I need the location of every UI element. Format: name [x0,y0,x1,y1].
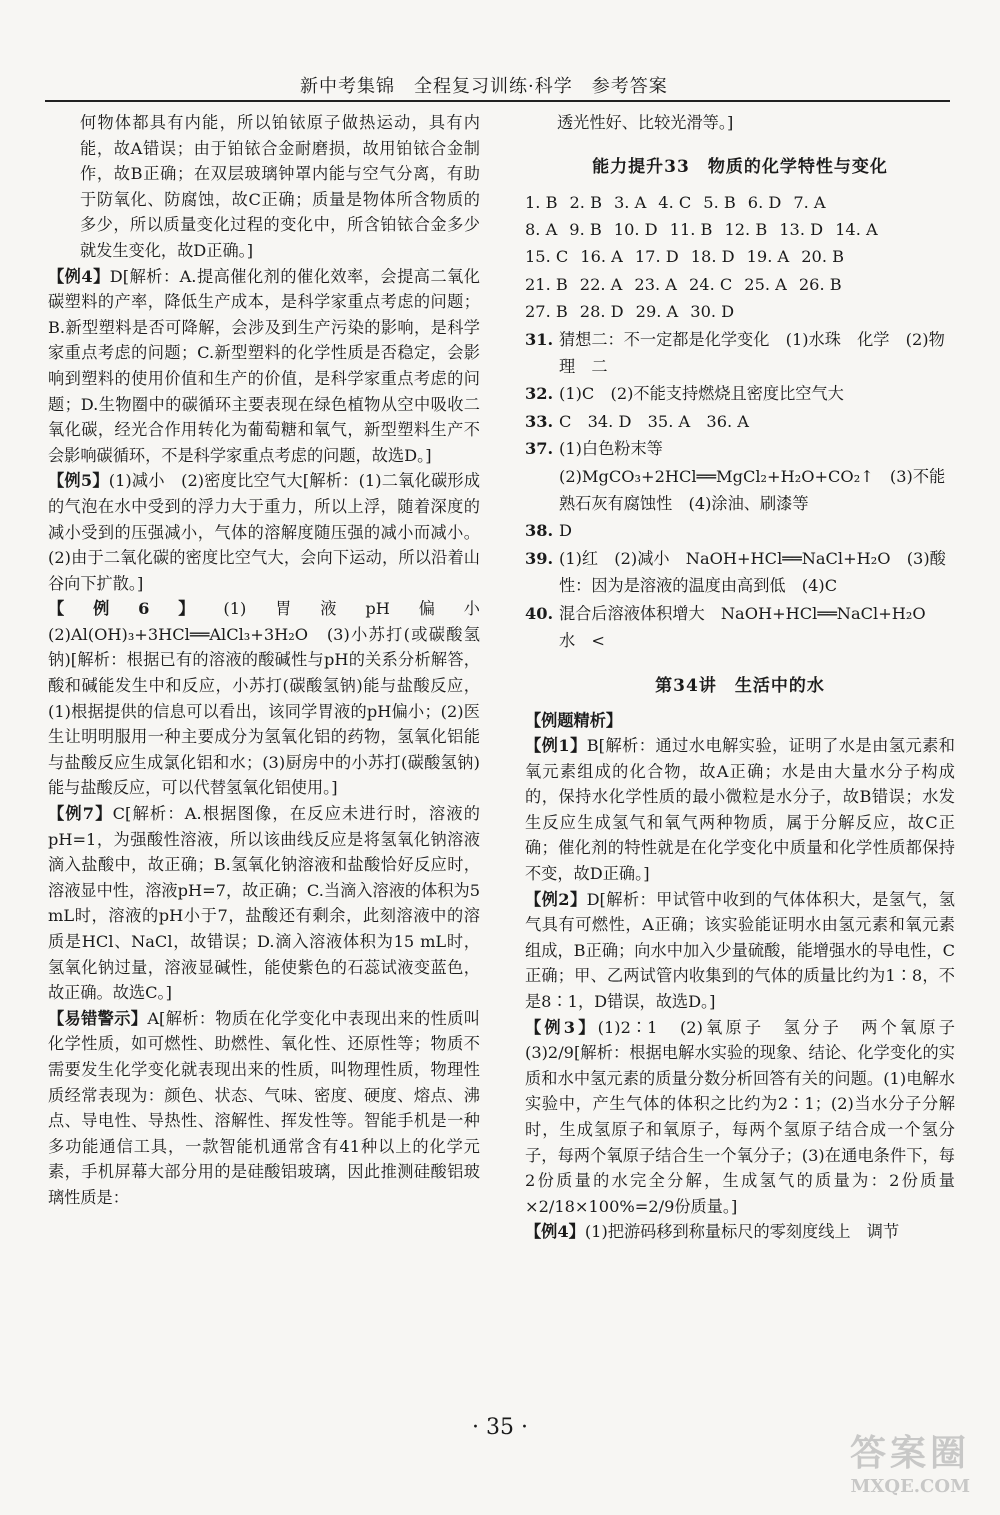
watermark-text: 答案圈 [849,1432,970,1474]
answer: 11. B [669,220,713,239]
answer-number: 38. [525,521,554,541]
answer: 4. C [658,192,692,212]
example-1 [525,733,955,887]
example-label: 【例3】 [525,1017,598,1037]
answer: 23. A [634,274,677,294]
example-label: 【例5】 [48,471,109,491]
answer-number: 37. [525,439,554,459]
example-label: 【例4】 [525,1222,585,1242]
answer-number: 32. [525,384,554,404]
example-5 [48,468,480,596]
example-3 [525,1015,972,1220]
answer-item [525,408,955,435]
answer: 9. B [569,220,602,239]
example-label: 【例4】 [48,266,110,286]
answer: 28. D [579,302,624,322]
answer-number: 40. [525,603,554,623]
left-column [48,110,497,1211]
answer-text: 猜想二：不一定都是化学变化 (1)水珠 化学 (2)物理 二 [559,329,945,377]
answer-text: D [559,521,572,541]
answer-row [525,243,955,270]
answer: 29. A [635,302,679,322]
example-text: D[解析：A.提高催化剂的催化效率，会提高二氧化碳塑料的产率，降低生产成本，是科学家重点考虑的问题；B.新型塑料是否可降解，会涉及到生产污染的影响，是科学家重点考虑的问题；C.新型塑料的化学性质是否稳定，会影响到塑料的使用价值和生产的价值，是科学家重点考虑的问题；D.生物圈中的碳循环主要表现在绿色植物从空中吸收二氧化碳，经光合作用转化为葡萄糖和氧气，新型塑料生产不会影响碳循环，不是科学家重点考虑的问题，故选D。] [48,266,480,465]
section-subtitle: 【例题精析】 [525,710,623,730]
example-label: 【例1】 [525,736,587,756]
answer: 26. B [798,274,842,294]
answer: 10. D [613,220,658,239]
answer-item [525,600,955,655]
answer: 24. C [688,274,733,294]
example-label: 【例2】 [525,889,587,909]
answer: 20. B [801,247,845,267]
watermark-url: MXQE.COM [850,1476,970,1497]
example-4 [48,264,480,469]
example-text: D[解析：甲试管中收到的气体体积大，是氢气，氢气具有可燃性，A正确；该实验能证明水由氢元素和氧元素组成，B正确；向水中加入少量硫酸，能增强水的导电性，C正确；甲、乙两试管内收集到的气体的质量比约为1∶8，不是8∶1，D错误，故选D。] [525,889,955,1012]
example-text: (1)把游码移到称量标尺的零刻度线上 调节 [584,1222,900,1242]
answer: 12. B [724,220,768,239]
answer: 5. B [703,192,736,212]
answer-item [525,545,955,600]
answer: 21. B [525,274,568,294]
answer: 14. A [835,220,878,239]
answer-number: 39. [525,548,554,568]
answer: 27. B [525,302,568,322]
answer-row [525,189,955,216]
common-mistake [48,1006,480,1211]
answer-number: 33. [525,411,554,431]
answer-text: C 34. D 35. A 36. A [559,411,749,431]
answer: 17. D [634,247,679,267]
example-text: (1)减小 (2)密度比空气大[解析：(1)二氧化碳形成的气泡在水中受到的浮力大于重力，所以上浮，随着深度的减小受到的压强减小，气体的溶解度随压强的减小而减小。(2)由于二氧化碳的密度比空气大，会向下运动，所以沿着山谷向下扩散。] [48,471,481,593]
answer: 1. B [525,192,558,212]
answer: 19. A [746,247,790,267]
answer-text: 混合后溶液体积增大 NaOH+HCl══NaCl+H₂O 水 < [559,603,942,651]
example-text: B[解析：通过水电解实验，证明了水是由氢元素和氧元素组成的化合物，故A正确；水是由大量水分子构成的，保持水化学性质的最小微粒是水分子，故B错误；水发生反应生成氢气和氧气两种物质，属于分解反应，故C正确；催化剂的特性就是在化学变化中质量和化学性质都保持不变，故D正确。] [525,736,955,884]
answer: 2. B [569,192,602,212]
answer-item [525,517,955,544]
answer: 6. D [747,192,782,212]
left-paragraph-1: 何物体都具有内能，所以铂铱原子做热运动，具有内能，故A错误；由于铂铱合金耐磨损，故用铂铱合金制作，故B正确；在双层玻璃钟罩内能与空气分离，有助于防氧化、防腐蚀，故C正确；质量是物体所含物质的多少，所以质量变化过程的变化中，所含铂铱合金多少就发生变化，故D正确。] [80,113,480,260]
answer: 22. A [579,274,623,294]
answer: 25. A [744,274,787,294]
watermark-logo [740,1425,970,1497]
answer-item [525,435,962,517]
answer-text: (1)白色粉末等 (2)MgCO₃+2HCl══MgCl₂+H₂O+CO₂↑ (3)不能 熟石灰有腐蚀性 (4)涂油、刷漆等 [559,439,962,514]
answer: 8. A [525,220,558,239]
example-label: 【易错警示】 [48,1008,148,1028]
answer: 15. C [525,247,569,267]
example-text: (1)2∶1 (2)氧原子 氢分子 两个氧原子 (3)2/9[解析：根据电解水实验的现象、结论、化学变化的实质和水中氢元素的质量分数分析回答有关的问题。(1)电解水实验中，产生气体的体积之比约为2∶1；(2)当水分子分解时，生成氢原子和氧原子，每两个氢原子结合成一个氢分子，每两个氧原子结合生一个氧分子；(3)在通电条件下，每2份质量的水完全分解，生成氢气的质量为：2份质量×2/18×100%=2/9份质量。] [525,1017,972,1216]
section-title-33: 能力提升33 物质的化学特性与变化 [592,156,888,177]
example-label: 【例7】 [48,804,113,824]
example-text: A[解析：物质在化学变化中表现出来的性质叫化学性质，如可燃性、助燃性、氧化性、还原性等；物质不需要发生化学变化就表现出来的性质，叫物理性质，物理性质经常表现为：颜色、状态、气味、密度、硬度、熔点、沸点、导电性、导热性、溶解性、挥发性等。智能手机是一种多功能通信工具，一款智能机通常含有41种以上的化学元素，手机屏幕大部分用的是硅酸铝玻璃，因此推测硅酸铝玻璃性质是： [48,1008,480,1207]
example-text: (1)胃液pH偏小 (2)Al(OH)₃+3HCl══AlCl₃+3H₂O (3)小苏打(或碳酸氢钠)[解析：根据已有的溶液的酸碱性与pH的关系分析解答，酸和碱能发生中和反应，小苏打(碳酸氢钠)能与盐酸反应，(1)根据提供的信息可以看出，该同学胃液的pH偏小；(2)医生让明明服用一种主要成分为氢氧化铝的药物，氢氧化铝能与盐酸反应生成氯化铝和水；(3)厨房中的小苏打(碳酸氢钠)能与盐酸反应，可以代替氢氧化铝使用。] [48,599,497,798]
page-number: · 35 · [472,1415,528,1440]
continued-text: 透光性好、比较光滑等。] [557,113,734,132]
answer: 30. D [690,302,735,322]
answer: 16. A [580,247,623,267]
answer-row [525,216,955,243]
answer: 13. D [779,220,824,239]
example-label: 【例6】 [48,599,224,619]
answer-text: (1)红 (2)减小 NaOH+HCl══NaCl+H₂O (3)酸性：因为是溶液的温度由高到低 (4)C [559,548,946,596]
answer-text: (1)C (2)不能支持燃烧且密度比空气大 [559,384,844,404]
example-6 [48,596,497,801]
example-7 [48,801,480,1006]
answer: 7. A [793,192,826,212]
answer: 18. D [690,247,735,267]
answer-row [525,271,955,298]
example-2 [525,887,955,1015]
header-rule [45,100,950,102]
answer: 3. A [614,192,647,212]
right-column [525,110,972,1245]
answer-row [525,298,955,325]
page-header: 新中考集锦 全程复习训练·科学 参考答案 [300,76,668,97]
example-4-water [525,1219,955,1245]
answer-item [525,326,955,381]
example-text: C[解析：A.根据图像，在反应未进行时，溶液的pH=1，为强酸性溶液，所以该曲线反应是将氢氧化钠溶液滴入盐酸中，故正确；B.氢氧化钠溶液和盐酸恰好反应时，溶液显中性，溶液pH=7，故正确；C.当滴入溶液的体积为5 mL时，溶液的pH小于7，盐酸还有剩余，此刻溶液中的溶质是HCl、NaCl，故错误；D.滴入溶液体积为15 mL时，氢氧化钠过量，溶液显碱性，能使紫色的石蕊试液变蓝色，故正确。故选C。] [48,804,480,1003]
answer-number: 31. [525,329,554,349]
section-title-34: 第34讲 生活中的水 [655,675,825,696]
answer-item [525,380,955,407]
